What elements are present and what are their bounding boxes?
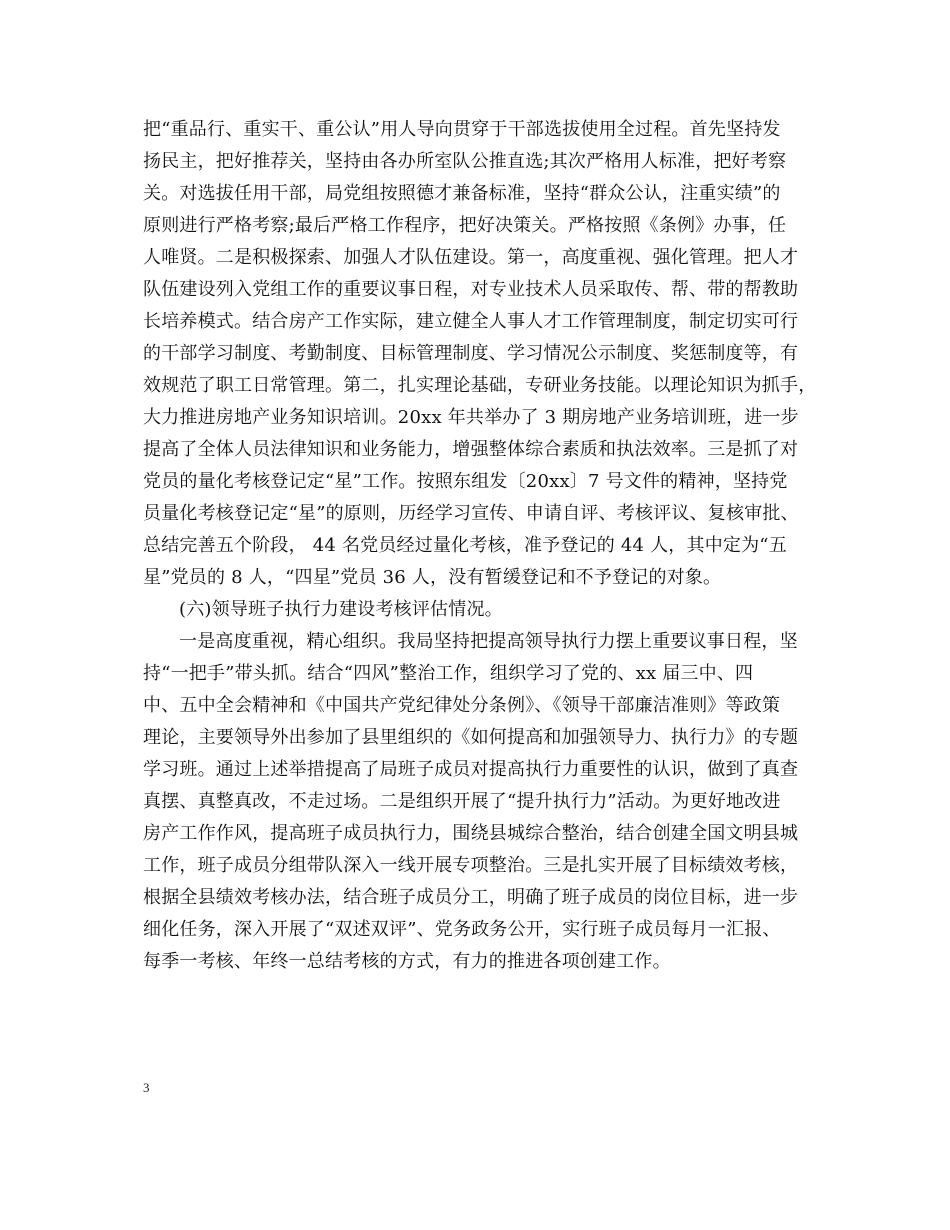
text-line: 每季一考核、年终一总结考核的方式，有力的推进各项创建工作。 (143, 951, 671, 972)
text-line: 细化任务，深入开展了“双述双评”、党务政务公开，实行班子成员每月一汇报、 (143, 919, 781, 940)
text-line: 工作，班子成员分组带队深入一线开展专项整治。三是扎实开展了目标绩效考核， (143, 855, 799, 876)
text-line: 中、五中全会精神和《中国共产党纪律处分条例》、《领导干部廉洁准则》等政策 (143, 695, 781, 716)
text-line: 真摆、真整真改，不走过场。二是组织开展了“提升执行力”活动。为更好地改进 (143, 791, 781, 812)
page-number: 3 (143, 1080, 150, 1095)
text-line: 原则进行严格考察;最后严格工作程序，把好决策关。严格按照《条例》办事，任 (143, 215, 787, 236)
text-line: 根据全县绩效考核办法，结合班子成员分工，明确了班子成员的岗位目标，进一步 (143, 887, 799, 908)
text-line: 扬民主，把好推荐关，坚持由各办所室队公推直选;其次严格用人标准，把好考察 (143, 151, 787, 172)
text-line: 人唯贤。二是积极探索、加强人才队伍建设。第一，高度重视、强化管理。把人才 (143, 247, 799, 268)
text-line: 效规范了职工日常管理。第二，扎实理论基础，专研业务技能。以理论知识为抓手， (143, 375, 817, 396)
text-line: 一是高度重视，精心组织。我局坚持把提高领导执行力摆上重要议事日程，坚 (179, 631, 798, 652)
text-line: 把“重品行、重实干、重公认”用人导向贯穿于干部选拔使用全过程。首先坚持发 (143, 119, 781, 140)
text-line: 房产工作作风，提高班子成员执行力，围绕县城综合整治，结合创建全国文明县城 (143, 823, 799, 844)
text-line: 员量化考核登记定“星”的原则，历经学习宣传、申请自评、考核评议、复核审批、 (143, 503, 799, 524)
text-line: 大力推进房地产业务知识培训。20xx 年共举办了 3 期房地产业务培训班，进一步 (143, 407, 799, 428)
text-line: 总结完善五个阶段， 44 名党员经过量化考核，准予登记的 44 人，其中定为“五 (143, 535, 787, 556)
section-heading: (六)领导班子执行力建设考核评估情况。 (179, 599, 503, 620)
text-line: 提高了全体人员法律知识和业务能力，增强整体综合素质和执法效率。三是抓了对 (143, 439, 799, 460)
text-line: 学习班。通过上述举措提高了局班子成员对提高执行力重要性的认识，做到了真查 (143, 759, 799, 780)
text-line: 党员的量化考核登记定“星”工作。按照东组发〔20xx〕7 号文件的精神，坚持党 (143, 471, 788, 492)
text-line: 队伍建设列入党组工作的重要议事日程，对专业技术人员采取传、帮、带的帮教助 (143, 279, 799, 300)
text-line: 的干部学习制度、考勤制度、目标管理制度、学习情况公示制度、奖惩制度等，有 (143, 343, 799, 364)
text-line: 理论，主要领导外出参加了县里组织的《如何提高和加强领导力、执行力》的专题 (143, 727, 799, 748)
text-line: 长培养模式。结合房产工作实际，建立健全人事人才工作管理制度，制定切实可行 (143, 311, 799, 332)
text-line: 持“一把手”带头抓。结合“四风”整治工作，组织学习了党的、xx 届三中、四 (143, 663, 754, 684)
text-line: 关。对选拔任用干部，局党组按照德才兼备标准，坚持“群众公认，注重实绩”的 (143, 183, 781, 204)
text-line: 星”党员的 8 人，“四星”党员 36 人，没有暂缓登记和不予登记的对象。 (143, 567, 722, 588)
